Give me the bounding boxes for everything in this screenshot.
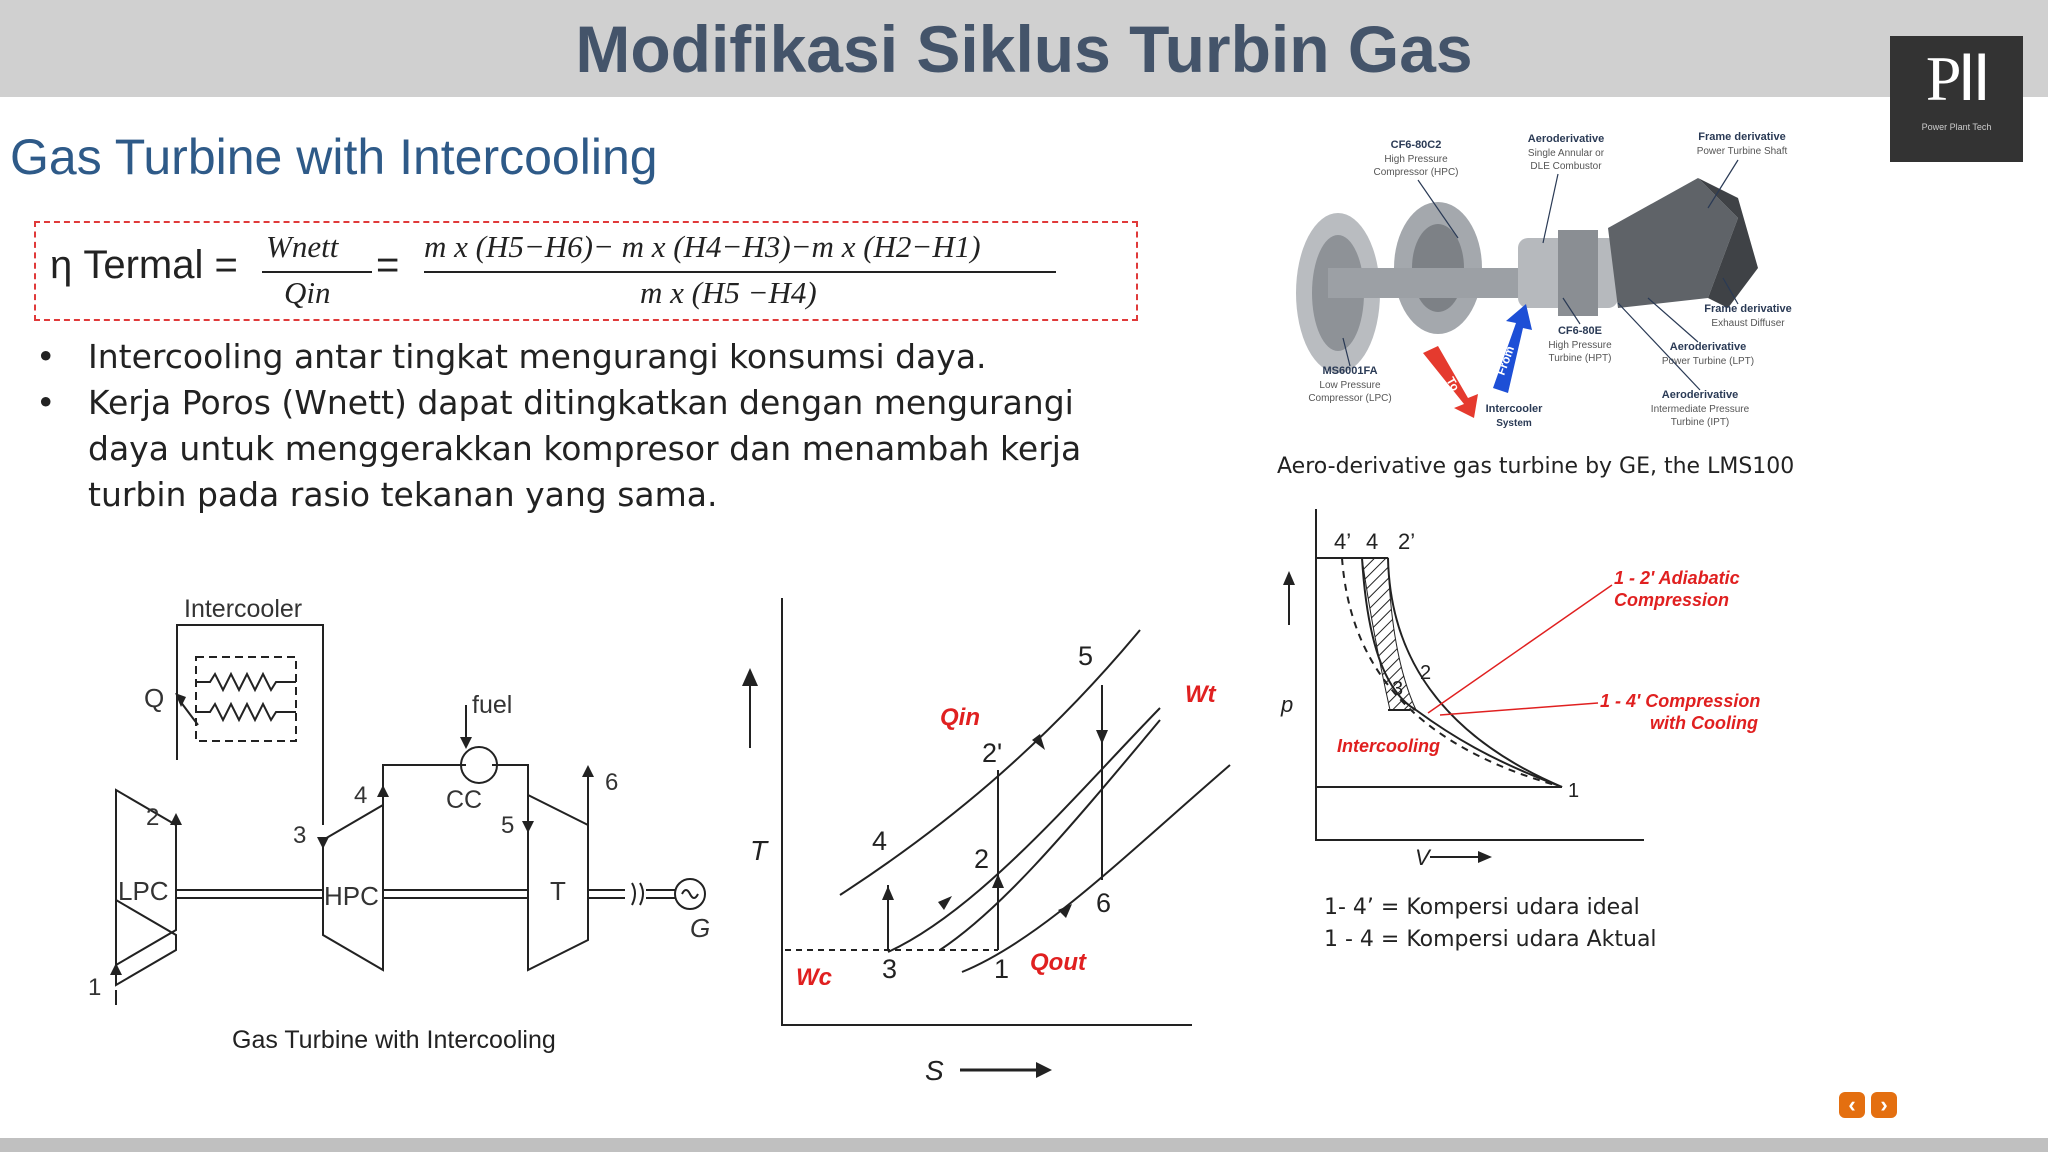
pv-point-1: 1 — [1568, 780, 1580, 802]
turbine-label: T — [550, 876, 566, 906]
point-1: 1 — [88, 974, 102, 1001]
bullet-list — [32, 334, 1152, 518]
label-hpt-title: CF6-80E — [1557, 325, 1603, 337]
pv-hatched-area — [1362, 558, 1416, 710]
section-subtitle: Gas Turbine with Intercooling — [10, 129, 658, 185]
pv-xlabel: V — [1415, 845, 1430, 870]
s-arrow-head — [1036, 1062, 1052, 1078]
pv-legend-line: 1- 4’ = Kompersi udara ideal — [1324, 895, 1640, 920]
label-intercooler-title: Intercooler — [1485, 403, 1543, 415]
coupling — [632, 883, 643, 905]
pv-diagram — [1280, 505, 1800, 890]
schematic-caption: Gas Turbine with Intercooling — [232, 1026, 556, 1054]
label-hpc-line3: Compressor (HPC) — [1373, 167, 1459, 178]
label-lpt-line2: Power Turbine (LPT) — [1661, 356, 1755, 367]
label-lpc-line3: Compressor (LPC) — [1308, 393, 1392, 404]
t-arrow-head — [742, 668, 758, 686]
logo-mark: PⅠⅠ — [1925, 43, 1988, 114]
to-label: To — [1443, 374, 1463, 394]
label-intercooler-line2: System — [1496, 418, 1532, 429]
ts-point-6: 6 — [1096, 888, 1112, 918]
arrow-4 — [377, 785, 389, 797]
label-frame-shaft-title: Frame derivative — [1698, 131, 1786, 143]
pv-ann2-leader — [1440, 703, 1598, 715]
label-hpt-line3: Turbine (HPT) — [1548, 353, 1612, 364]
ts-point-4: 4 — [872, 826, 888, 856]
cc-circle — [461, 747, 497, 783]
pv-v-arrow-head — [1478, 851, 1492, 863]
point-3: 3 — [293, 822, 307, 849]
bullet-text: Intercooling antar tingkat mengurangi konsumsi daya. — [88, 337, 987, 376]
intercooler-box — [196, 657, 296, 741]
label-ipt-line3: Turbine (IPT) — [1670, 417, 1730, 428]
bullet-item: • Intercooling antar tingkat mengurangi konsumsi daya. — [36, 337, 987, 376]
cooler-coil-top — [196, 674, 296, 690]
cc-label: CC — [446, 786, 483, 814]
ts-point-2: 2 — [974, 844, 990, 874]
cooler-coil-bottom — [196, 704, 296, 720]
arrow-1 — [110, 963, 122, 975]
pv-ann2-line2: with Cooling — [1650, 713, 1758, 733]
label-frame-diffuser-line2: Exhaust Diffuser — [1711, 318, 1785, 329]
bottom-bar — [0, 1138, 2048, 1152]
ts-qout-label: Qout — [1030, 949, 1086, 976]
ts-arrow-6-1 — [1058, 904, 1072, 918]
intercooler-loop-line — [177, 625, 323, 825]
label-comb-line3: DLE Combustor — [1530, 161, 1602, 172]
label-frame-diffuser-title: Frame derivative — [1704, 303, 1792, 315]
ts-diagram — [740, 590, 1240, 1090]
formula-frac1-numerator: Wnett — [266, 229, 339, 264]
pv-point-4: 4 — [1366, 529, 1379, 554]
lpc-shape — [116, 900, 176, 985]
generator-label: G — [690, 913, 711, 943]
pv-ann2-line1: 1 - 4' Compression — [1600, 691, 1761, 711]
arrow-6 — [582, 765, 594, 777]
arrow-2 — [170, 813, 182, 825]
pv-legend — [1324, 892, 1657, 956]
logo-subtext: Power Plant Tech — [1921, 122, 1992, 132]
pv-point-3: 3 — [1392, 678, 1404, 700]
label-lpc-title: MS6001FA — [1322, 365, 1378, 377]
label-lpc-line2: Low Pressure — [1319, 380, 1381, 391]
formula-frac2-bar — [424, 271, 1056, 273]
ts-point-5: 5 — [1078, 641, 1094, 671]
next-slide-button[interactable]: › — [1871, 1092, 1897, 1118]
pv-p-arrow-head — [1283, 571, 1295, 585]
hpc-label: HPC — [324, 881, 379, 911]
ts-qin-label: Qin — [940, 704, 980, 731]
pv-ann1-line1: 1 - 2' Adiabatic — [1614, 568, 1740, 588]
arrow-3 — [317, 837, 329, 849]
fuel-label: fuel — [472, 691, 513, 719]
ts-point-1: 1 — [994, 954, 1010, 984]
formula-label: η Termal = — [50, 243, 238, 287]
formula-frac2-numerator: m x (H5−H6)− m x (H4−H3)−m x (H2−H1) — [424, 229, 981, 264]
engine-photo-caption: Aero-derivative gas turbine by GE, the LMS100 — [1277, 454, 1795, 479]
ts-xlabel: S — [925, 1055, 944, 1086]
slide-title: Modifikasi Siklus Turbin Gas — [575, 12, 1473, 86]
label-ipt-line2: Intermediate Pressure — [1650, 404, 1750, 415]
formula-frac2-denominator: m x (H5 −H4) — [640, 275, 817, 310]
ts-point-2prime: 2' — [982, 738, 1003, 768]
label-hpc-title: CF6-80C2 — [1390, 139, 1442, 151]
bullet-item: • Kerja Poros (Wnett) dapat ditingkatkan dengan mengurangi daya untuk menggerakkan kompresor dan menambah kerja turbin pada rasio tekanan yang sama. — [36, 383, 1082, 514]
formula-frac1-bar — [262, 271, 372, 273]
formula-equals: = — [376, 243, 400, 287]
pv-point-2prime: 2’ — [1398, 529, 1416, 554]
arrow-5 — [522, 821, 534, 833]
pv-legend-line: 1 - 4 = Kompersi udara Aktual — [1324, 927, 1657, 952]
intercooler-label: Intercooler — [184, 595, 303, 623]
from-label: From — [1493, 344, 1518, 378]
arrow-fuel — [460, 737, 472, 749]
pv-ann1-leader — [1428, 585, 1612, 713]
ts-arrow-2-3 — [938, 896, 952, 910]
brand-logo — [1890, 36, 2023, 162]
pv-point-4prime: 4’ — [1334, 529, 1352, 554]
formula-box — [34, 221, 1138, 321]
lpc-label: LPC — [118, 876, 169, 906]
ts-point-3: 3 — [882, 954, 898, 984]
ts-ylabel: T — [750, 835, 768, 866]
ts-curve-upper-mid — [888, 708, 1160, 952]
label-comb-line2: Single Annular or — [1527, 148, 1605, 159]
ts-wc-label: Wc — [796, 964, 832, 991]
label-hpt-line2: High Pressure — [1548, 340, 1612, 351]
point-6: 6 — [605, 769, 619, 796]
point-5: 5 — [501, 812, 515, 839]
lms100-engine-image — [1268, 118, 1828, 438]
label-ipt-title: Aeroderivative — [1661, 389, 1739, 401]
pv-intercooling-label: Intercooling — [1337, 736, 1440, 756]
prev-slide-button[interactable]: ‹ — [1839, 1092, 1865, 1118]
point-2: 2 — [146, 804, 160, 831]
label-comb-title: Aeroderivative — [1527, 133, 1605, 145]
intercooling-schematic — [80, 585, 740, 1055]
ts-wt-label: Wt — [1185, 681, 1216, 708]
ts-curve-mid — [940, 720, 1160, 950]
ts-arrow-5-6 — [1096, 730, 1108, 744]
label-frame-shaft-line2: Power Turbine Shaft — [1696, 146, 1788, 157]
bullet-text: Kerja Poros (Wnett) dapat ditingkatkan dengan mengurangi daya untuk menggerakkan kompresor dan menambah kerja turbin pada rasio tekanan yang sama. — [88, 383, 1082, 514]
generator-symbol — [682, 890, 698, 898]
pv-ann1-line2: Compression — [1614, 590, 1730, 610]
pv-point-2: 2 — [1420, 662, 1432, 684]
point-4: 4 — [354, 782, 368, 809]
q-label: Q — [144, 683, 165, 713]
label-hpc-line2: High Pressure — [1384, 154, 1448, 165]
ts-arrow-1-2 — [992, 874, 1004, 888]
ts-arrow-3-4 — [882, 886, 894, 900]
pv-ylabel: p — [1281, 692, 1294, 717]
label-lpt-title: Aeroderivative — [1669, 341, 1747, 353]
formula-frac1-denominator: Qin — [284, 275, 331, 310]
